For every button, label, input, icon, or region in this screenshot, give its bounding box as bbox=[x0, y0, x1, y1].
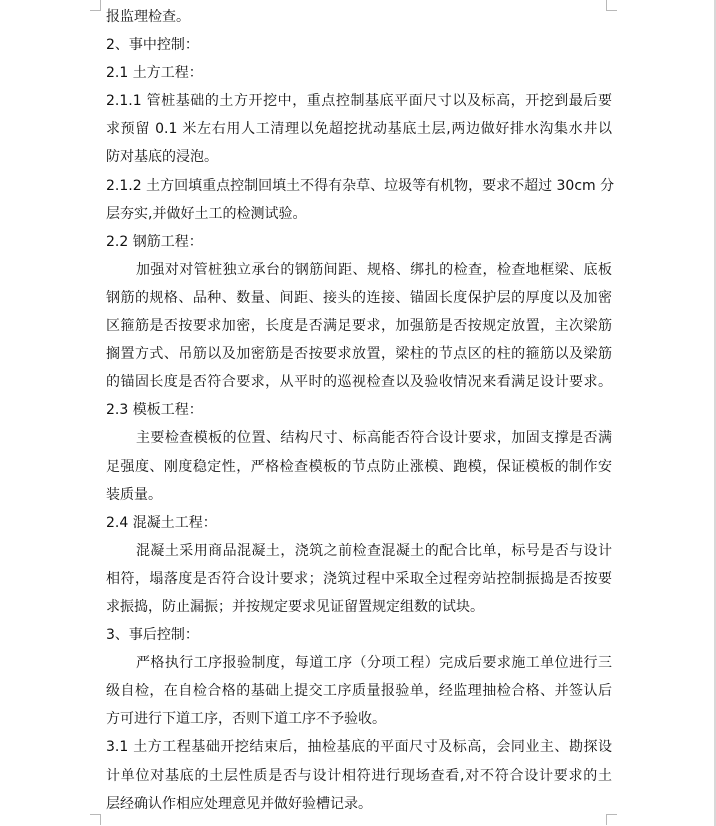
text-line: 方可进行下道工序，否则下道工序不予验收。 bbox=[106, 711, 386, 728]
text-line: 层经确认作相应处理意见并做好验槽记录。 bbox=[106, 795, 372, 812]
text-line: 3、事后控制： bbox=[106, 627, 199, 644]
text-line: 足强度、刚度稳定性，严格检查模板的节点防止涨模、跑模，保证模板的制作安 bbox=[106, 458, 612, 475]
crop-mark-top-left bbox=[90, 0, 101, 11]
text-line: 防对基底的浸泡。 bbox=[106, 149, 218, 166]
text-line: 区箍筋是否按要求加密，长度是否满足要求，加强筋是否按规定放置，主次梁筋 bbox=[106, 318, 612, 335]
text-line: 级自检，在自检合格的基础上提交工序质量报验单，经监理抽检合格、并签认后 bbox=[106, 683, 612, 700]
text-line: 3.1 土方工程基础开挖结束后，抽检基底的平面尺寸及标高，会同业主、勘探设 bbox=[106, 739, 612, 756]
text-line: 2.3 模板工程： bbox=[106, 402, 203, 419]
text-line: 2.1 土方工程： bbox=[106, 65, 203, 82]
text-line: 2.2 钢筋工程： bbox=[106, 233, 203, 250]
text-line: 的锚固长度是否符合要求，从平时的巡视检查以及验收情况来看满足设计要求。 bbox=[106, 374, 612, 391]
text-line: 混凝土采用商品混凝土，浇筑之前检查混凝土的配合比单，标号是否与设计 bbox=[136, 542, 612, 559]
text-line: 2、事中控制： bbox=[106, 37, 199, 54]
text-line: 装质量。 bbox=[106, 486, 162, 503]
text-line: 钢筋的规格、品种、数量、间距、接头的连接、锚固长度保护层的厚度以及加密 bbox=[106, 289, 612, 306]
text-line: 加强对对管桩独立承台的钢筋间距、规格、绑扎的检查，检查地框梁、底板 bbox=[136, 261, 612, 278]
text-line: 严格执行工序报验制度，每道工序（分项工程）完成后要求施工单位进行三 bbox=[136, 655, 612, 672]
text-line: 2.4 混凝土工程： bbox=[106, 514, 217, 531]
document-body bbox=[106, 3, 615, 818]
text-line: 报监理检查。 bbox=[106, 9, 190, 25]
text-line: 2.1.1 管桩基础的土方开挖中，重点控制基底平面尺寸以及标高，开挖到最后要 bbox=[106, 93, 612, 110]
text-line: 搁置方式、吊筋以及加密筋是否按要求放置，梁柱的节点区的柱的箍筋以及梁筋 bbox=[106, 346, 612, 363]
text-line: 计单位对基底的土层性质是否与设计相符进行现场查看,对不符合设计要求的土 bbox=[106, 767, 612, 784]
text-line: 求预留 0.1 米左右用人工清理以免超挖扰动基底土层,两边做好排水沟集水井以 bbox=[106, 121, 612, 138]
text-line: 相符，塌落度是否符合设计要求；浇筑过程中采取全过程旁站控制振捣是否按要 bbox=[106, 570, 612, 587]
text-line: 层夯实,并做好土工的检测试验。 bbox=[106, 205, 307, 222]
text-line: 主要检查模板的位置、结构尺寸、标高能否符合设计要求，加固支撑是否满 bbox=[136, 430, 612, 447]
text-line: 求振捣，防止漏振；并按规定要求见证留置规定组数的试块。 bbox=[106, 598, 484, 615]
text-line: 2.1.2 土方回填重点控制回填土不得有杂草、垃圾等有机物，要求不超过 30cm 分 bbox=[106, 177, 615, 194]
crop-mark-bottom-left bbox=[90, 814, 101, 825]
